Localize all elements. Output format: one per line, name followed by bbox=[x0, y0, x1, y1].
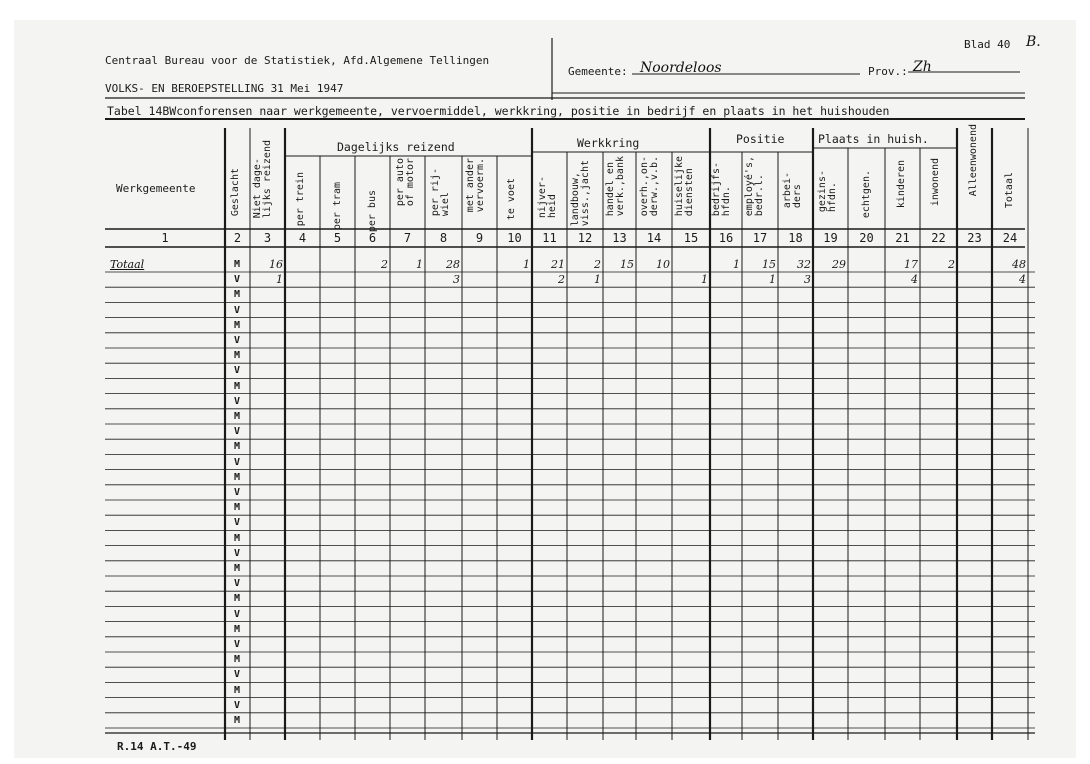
column-number: 1 bbox=[161, 231, 169, 245]
column-number: 6 bbox=[368, 231, 377, 245]
sex-code: V bbox=[233, 608, 241, 620]
col-header-alleenwonend: Alleenwonend bbox=[968, 124, 979, 197]
blad-label: Blad 40 bbox=[964, 38, 1011, 51]
col-header-werkgemeente: Werkgemeente bbox=[116, 182, 196, 195]
col-header-ander-vervoerm: met ander vervoerm. bbox=[465, 158, 486, 213]
column-number: 12 bbox=[577, 231, 593, 245]
column-number: 5 bbox=[333, 231, 342, 245]
group-werkkring: Werkkring bbox=[577, 136, 640, 150]
column-number: 11 bbox=[542, 231, 557, 245]
sex-code: V bbox=[233, 426, 241, 438]
col-header-geslacht: Geslacht bbox=[230, 168, 241, 217]
col-header-echtgen: echtgen. bbox=[861, 170, 872, 219]
group-dagelijks-reizend: Dagelijks reizend bbox=[337, 140, 455, 154]
col-header-gezinshfdn: gezins- hfdn. bbox=[817, 170, 838, 213]
column-number: 9 bbox=[475, 231, 484, 245]
cell-value-col-17: 15 bbox=[762, 258, 776, 271]
column-number: 15 bbox=[683, 231, 699, 245]
group-plaats-in-huish: Plaats in huish. bbox=[818, 132, 929, 146]
sex-code: M bbox=[233, 623, 241, 635]
gemeente-label: Gemeente: bbox=[568, 65, 628, 78]
cell-value-col-18: 32 bbox=[797, 258, 811, 271]
column-number: 18 bbox=[788, 231, 803, 245]
column-number: 3 bbox=[263, 231, 272, 245]
col-header-per-auto: per auto of motor bbox=[395, 158, 416, 207]
sex-code: M bbox=[233, 654, 241, 666]
column-number: 17 bbox=[752, 231, 768, 245]
group-positie: Positie bbox=[736, 132, 785, 146]
col-header-handel: handel en verk.,bank bbox=[605, 156, 626, 217]
sex-code: M bbox=[233, 441, 241, 453]
cell-value-col-12: 2 bbox=[594, 258, 601, 271]
sex-code: V bbox=[233, 699, 241, 711]
prov-value: Zh bbox=[913, 59, 932, 75]
blad-suffix: B. bbox=[1026, 34, 1041, 50]
sex-code: V bbox=[233, 304, 241, 316]
col-header-arbeiders: arbei- ders bbox=[782, 172, 803, 209]
col-header-bedrijfshfdn: bedrijfs- hfdn. bbox=[711, 162, 732, 217]
col-header-kinderen: kinderen bbox=[896, 160, 907, 209]
census-title: VOLKS- EN BEROEPSTELLING 31 Mei 1947 bbox=[105, 82, 344, 95]
cell-value-col-16: 1 bbox=[733, 258, 740, 271]
sex-code: V bbox=[233, 547, 241, 559]
col-header-niet-dagelijks: Niet dage- lijks reizend bbox=[252, 140, 273, 219]
sex-code: M bbox=[233, 532, 241, 544]
bureau-heading: Centraal Bureau voor de Statistiek, Afd.Algemene Tellingen bbox=[105, 54, 490, 67]
column-number: 20 bbox=[859, 231, 874, 245]
col-header-nijverheid: nijver- heid bbox=[537, 176, 558, 219]
sex-code: M bbox=[233, 350, 241, 362]
cell-value-col-18: 3 bbox=[804, 273, 811, 287]
sex-code: V bbox=[233, 335, 241, 346]
cell-value-col-12: 1 bbox=[594, 273, 601, 287]
col-header-per-bus: per bus bbox=[367, 190, 378, 233]
sex-code: V bbox=[233, 395, 241, 407]
cell-value-col-6: 2 bbox=[381, 258, 388, 271]
column-number: 2 bbox=[233, 231, 242, 245]
cell-value-col-8: 3 bbox=[453, 273, 460, 287]
column-number: 14 bbox=[646, 231, 662, 245]
cell-value-col-21: 17 bbox=[904, 258, 918, 271]
col-header-overheid: overh.,on- derw.,v.b. bbox=[639, 156, 660, 217]
column-number: 10 bbox=[507, 231, 522, 245]
col-header-per-tram: per tram bbox=[332, 182, 343, 231]
table-title: Tabel 14BWconforensen naar werkgemeente, vervoermiddel, werkkring, positie in bedrijf en plaats in het huishouden bbox=[107, 104, 890, 118]
col-header-totaal: Totaal bbox=[1004, 172, 1015, 209]
sex-code: M bbox=[233, 380, 241, 392]
col-header-per-trein: per trein bbox=[295, 172, 306, 227]
cell-value-col-19: 29 bbox=[832, 258, 846, 271]
cell-value-col-14: 10 bbox=[656, 258, 670, 271]
sex-code: M bbox=[233, 289, 241, 301]
col-header-landbouw: landbouw, viss.,jacht bbox=[570, 160, 591, 227]
col-header-employes: employé's, bedr.l. bbox=[744, 156, 765, 217]
column-number: 23 bbox=[967, 231, 982, 245]
sex-code: M bbox=[233, 715, 241, 726]
form-code: R.14 A.T.-49 bbox=[117, 740, 197, 753]
sex-code: V bbox=[233, 365, 241, 377]
sex-code: M bbox=[233, 684, 241, 696]
prov-label: Prov.: bbox=[868, 65, 908, 78]
sex-code: V bbox=[233, 274, 241, 286]
column-number: 7 bbox=[403, 231, 412, 245]
sex-code: V bbox=[233, 517, 241, 529]
column-number: 19 bbox=[823, 231, 838, 245]
cell-value-col-21: 4 bbox=[911, 273, 918, 287]
sex-code: V bbox=[233, 669, 241, 681]
sex-code: M bbox=[233, 563, 241, 574]
column-number: 24 bbox=[1002, 231, 1018, 245]
col-header-huiselijke-diensten: huiselijke diensten bbox=[674, 156, 695, 217]
column-number: 4 bbox=[298, 231, 307, 245]
cell-value-col-13: 15 bbox=[620, 258, 634, 271]
row-label-totaal: Totaal bbox=[110, 258, 145, 271]
sex-code: V bbox=[233, 578, 241, 590]
sex-code: M bbox=[233, 411, 241, 422]
cell-value-col-11: 2 bbox=[558, 273, 565, 287]
sex-code: M bbox=[233, 319, 241, 331]
cell-value-col-24: 48 bbox=[1012, 258, 1026, 271]
cell-value-col-7: 1 bbox=[416, 258, 423, 271]
cell-value-col-24: 4 bbox=[1019, 273, 1026, 287]
column-number: 21 bbox=[895, 231, 910, 245]
sex-code: M bbox=[233, 471, 241, 483]
cell-value-col-11: 21 bbox=[551, 258, 565, 271]
cell-value-col-10: 1 bbox=[523, 258, 530, 271]
sex-code: M bbox=[233, 502, 241, 514]
column-number: 13 bbox=[612, 231, 627, 245]
cell-value-col-22: 2 bbox=[948, 258, 955, 271]
sex-code: V bbox=[233, 639, 241, 650]
col-header-te-voet: te voet bbox=[506, 178, 517, 221]
col-header-per-rijwiel: per rij- wiel bbox=[430, 168, 451, 217]
column-number: 8 bbox=[439, 231, 448, 245]
sex-code: M bbox=[233, 593, 241, 605]
col-header-inwonend: inwonend bbox=[930, 158, 941, 207]
cell-value-col-8: 28 bbox=[446, 258, 460, 271]
sex-code: V bbox=[233, 487, 241, 498]
column-number: 16 bbox=[718, 231, 734, 245]
column-number: 22 bbox=[931, 231, 946, 245]
gemeente-value: Noordeloos bbox=[640, 60, 722, 76]
sex-code: V bbox=[233, 456, 241, 468]
cell-value-col-3: 1 bbox=[276, 273, 283, 287]
cell-value-col-3: 16 bbox=[269, 258, 283, 271]
sex-code: M bbox=[233, 259, 241, 270]
cell-value-col-15: 1 bbox=[701, 273, 708, 287]
cell-value-col-17: 1 bbox=[769, 273, 776, 287]
